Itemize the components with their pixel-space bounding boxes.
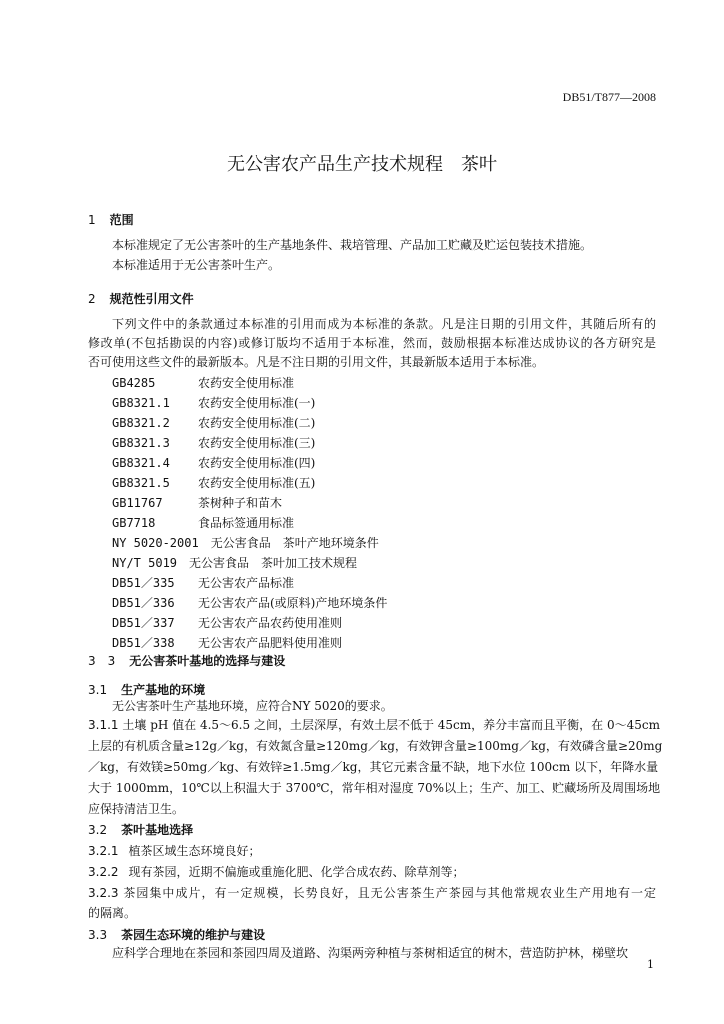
section-number: 3.2.2 [88, 865, 119, 879]
section-number: 3.2.3 [88, 886, 119, 900]
clause-text: 茶园集中成片，有一定规模，长势良好，且无公害茶生产茶园与其他常规农业生产用地有一定 [123, 886, 656, 900]
section-number: 3.3 [88, 928, 108, 942]
reference-item [112, 374, 294, 391]
section-number: 3.1.1 [88, 718, 119, 732]
reference-code: GB8321.1 [112, 396, 170, 410]
section-3-1-heading [88, 681, 205, 698]
page-number: 1 [647, 958, 654, 971]
reference-code: GB11767 [112, 496, 163, 510]
standard-code: DB51/T877—2008 [562, 90, 656, 104]
reference-item [112, 594, 387, 611]
section-1-para-2: 本标准适用于无公害茶叶生产。 [112, 258, 281, 272]
reference-code: DB51／335 [112, 576, 175, 590]
reference-code: DB51／337 [112, 616, 175, 630]
reference-name: 无公害农产品(或原料)产地环境条件 [198, 596, 388, 610]
reference-code: NY/T 5019 [112, 556, 178, 570]
reference-item [112, 474, 315, 491]
document-title: 无公害农产品生产技术规程 茶叶 [227, 154, 497, 175]
reference-name: 农药安全使用标准(三) [198, 436, 316, 450]
reference-item [112, 614, 342, 631]
reference-item [112, 434, 315, 451]
reference-name: 食品标签通用标准 [198, 516, 295, 530]
section-3-heading [88, 652, 285, 669]
section-title: 无公害茶叶基地的选择与建设 [129, 654, 286, 668]
section-number: 3.1 [88, 683, 108, 697]
reference-item [112, 534, 379, 551]
section-2-intro-line-3: 否可使用这些文件的最新版本。凡是不注日期的引用文件，其最新版本适用于本标准。 [88, 355, 545, 369]
reference-code: DB51／338 [112, 636, 175, 650]
reference-name: 农药安全使用标准(五) [198, 476, 316, 490]
reference-name: 农药安全使用标准 [198, 376, 295, 390]
reference-item [112, 494, 282, 511]
section-title: 规范性引用文件 [109, 292, 194, 306]
section-3-3-para: 应科学合理地在茶园和茶园四周及道路、沟渠两旁种植与茶树相适宜的树木，营造防护林，梯壁坎 [112, 946, 629, 960]
reference-item [112, 414, 315, 431]
section-2-heading [88, 290, 194, 307]
reference-name: 农药安全使用标准(二) [198, 416, 316, 430]
reference-name: 无公害农产品标准 [198, 576, 295, 590]
reference-item [112, 454, 315, 471]
section-3-2-3-line-2: 的隔离。 [88, 906, 137, 920]
section-title: 茶园生态环境的维护与建设 [121, 928, 266, 942]
section-3-2-3-line-1 [88, 884, 656, 903]
section-title: 生产基地的环境 [121, 683, 206, 697]
section-2-intro-line-1: 下列文件中的条款通过本标准的引用而成为本标准的条款。凡是注日期的引用文件，其随后所有的 [112, 317, 656, 331]
reference-code: GB7718 [112, 516, 156, 530]
section-title: 茶叶基地选择 [121, 823, 194, 837]
clause-text: 土壤 pH 值在 4.5～6.5 之间，土层深厚，有效土层不低于 45cm，养分丰富而且平衡，在 0～45cm [122, 718, 660, 732]
section-3-1-1-line-1 [88, 716, 660, 735]
section-number: 3.2 [88, 823, 108, 837]
reference-name: 农药安全使用标准(四) [198, 456, 316, 470]
reference-code: NY 5020-2001 [112, 536, 199, 550]
section-2-intro-line-2: 修改单(不包括勘误的内容)或修订版均不适用于本标准，然而，鼓励根据本标准达成协议的各方研究是 [88, 336, 656, 350]
reference-item [112, 394, 315, 411]
section-3-1-1-line-2: 上层的有机质含量≥12g／kg，有效氮含量≥120mg／kg，有效钾含量≥100mg／kg，有效磷含量≥20mg [88, 739, 663, 753]
section-title: 范围 [109, 213, 134, 227]
section-3-1-1-line-3: ／kg，有效镁≥50mg／kg、有效锌≥1.5mg／kg，其它元素含量不缺，地下水位 100cm 以下，年降水量 [88, 760, 659, 774]
section-3-2-heading [88, 821, 193, 838]
reference-item [112, 634, 342, 651]
section-1-heading [88, 211, 134, 228]
reference-name: 无公害农产品农药使用准则 [198, 616, 343, 630]
section-3-2-1 [88, 842, 261, 859]
section-1-para-1: 本标准规定了无公害茶叶的生产基地条件、栽培管理、产品加工贮藏及贮运包装技术措施。 [112, 238, 593, 252]
reference-name: 无公害农产品肥料使用准则 [198, 636, 343, 650]
reference-name: 无公害食品 茶叶加工技术规程 [189, 556, 358, 570]
clause-text: 现有茶园，近期不偏施或重施化肥、化学合成农药、除草剂等； [128, 865, 465, 879]
reference-name: 茶树种子和苗木 [198, 496, 283, 510]
reference-item [112, 514, 294, 531]
section-3-1-1-line-4: 大于 1000mm，10℃以上积温大于 3700℃，常年相对湿度 70%以上；生产、加工、贮藏场所及周围场地 [88, 781, 661, 795]
section-3-3-heading [88, 926, 265, 943]
reference-item [112, 554, 357, 571]
section-number: 3 3 [88, 654, 116, 668]
clause-text: 植茶区域生态环境良好； [128, 844, 261, 858]
reference-code: GB8321.5 [112, 476, 170, 490]
reference-name: 农药安全使用标准(一) [198, 396, 316, 410]
section-3-2-2 [88, 863, 465, 880]
reference-code: DB51／336 [112, 596, 175, 610]
reference-code: GB8321.2 [112, 416, 170, 430]
section-number: 3.2.1 [88, 844, 119, 858]
section-3-1-para: 无公害茶叶生产基地环境，应符合NY 5020的要求。 [112, 699, 393, 713]
reference-code: GB4285 [112, 376, 156, 390]
section-number: 2 [88, 292, 96, 306]
section-3-1-1-line-5: 应保持清洁卫生。 [88, 802, 185, 816]
section-number: 1 [88, 213, 96, 227]
reference-name: 无公害食品 茶叶产地环境条件 [210, 536, 379, 550]
reference-item [112, 574, 294, 591]
reference-code: GB8321.4 [112, 456, 170, 470]
reference-code: GB8321.3 [112, 436, 170, 450]
